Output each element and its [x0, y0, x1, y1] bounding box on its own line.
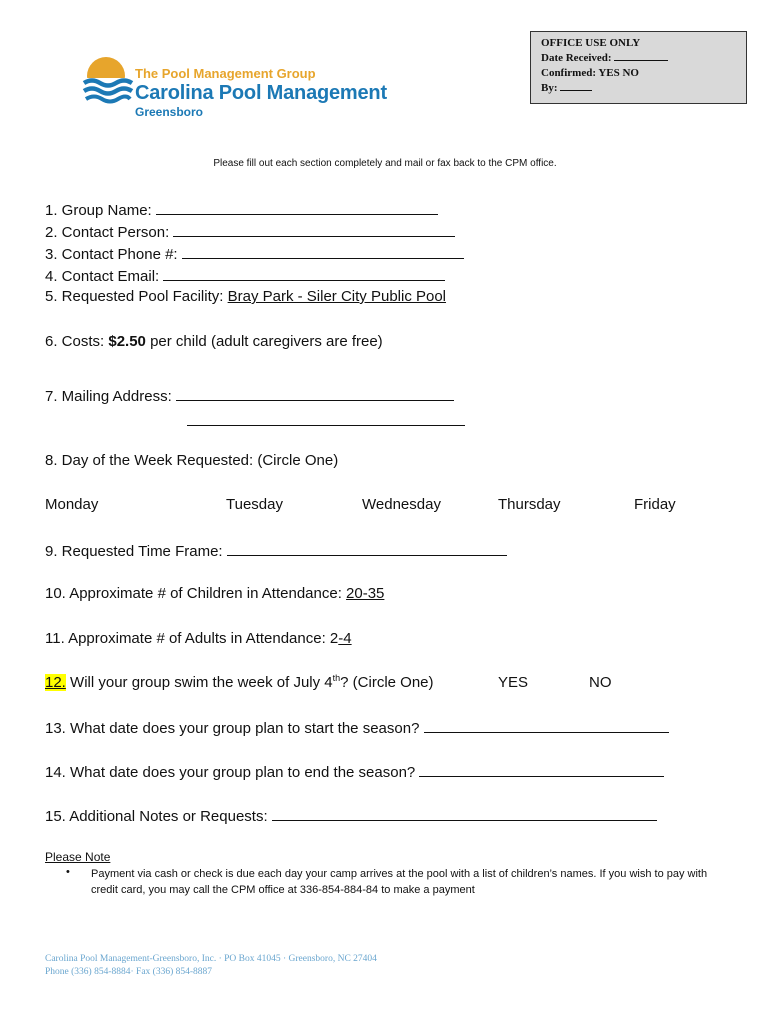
pool-logo-icon [82, 56, 134, 120]
question-contact-phone: 3. Contact Phone #: [45, 244, 464, 264]
note-bullet: • [66, 866, 70, 878]
question-contact-email: 4. Contact Email: [45, 266, 445, 286]
season-start-field[interactable] [424, 718, 669, 733]
logo-location: Greensboro [135, 105, 204, 119]
logo-company-name: Carolina Pool Management [135, 82, 387, 104]
group-name-field[interactable] [156, 200, 438, 215]
logo-group-name: The Pool Management Group [135, 66, 316, 81]
company-logo [82, 56, 387, 120]
office-use-box [530, 31, 747, 104]
question-children-attendance: 10. Approximate # of Children in Attendance: 20-35 [45, 585, 385, 602]
question-pool-facility: 5. Requested Pool Facility: Bray Park - Siler City Public Pool [45, 288, 447, 305]
day-thursday[interactable]: Thursday [498, 496, 561, 513]
adults-attendance-value: -4 [338, 630, 352, 647]
mailing-address-field-2[interactable] [187, 411, 465, 426]
cost-amount: $2.50 [108, 333, 146, 350]
day-friday[interactable]: Friday [634, 496, 676, 513]
day-monday[interactable]: Monday [45, 496, 99, 513]
pool-facility-value: Bray Park - Siler City Public Pool [227, 288, 447, 305]
contact-phone-field[interactable] [182, 244, 464, 259]
question-season-end: 14. What date does your group plan to end the season? [45, 762, 664, 782]
office-date-received: Date Received: [541, 51, 746, 66]
question-july-4th: 12. Will your group swim the week of July 4th? (Circle One) [45, 673, 434, 691]
season-end-field[interactable] [419, 762, 664, 777]
additional-notes-field[interactable] [272, 806, 657, 821]
question-costs: 6. Costs: $2.50 per child (adult caregivers are free) [45, 333, 383, 350]
question-group-name: 1. Group Name: [45, 200, 438, 220]
july-4th-yes[interactable]: YES [498, 674, 529, 691]
day-tuesday[interactable]: Tuesday [226, 496, 283, 513]
mailing-address-field-1[interactable] [176, 386, 454, 401]
contact-person-field[interactable] [173, 222, 455, 237]
question-time-frame: 9. Requested Time Frame: [45, 541, 507, 561]
office-title: OFFICE USE ONLY [541, 37, 641, 49]
question-mailing-address: 7. Mailing Address: [45, 386, 454, 406]
question-season-start: 13. What date does your group plan to start the season? [45, 718, 669, 738]
question-day-of-week: 8. Day of the Week Requested: (Circle One) [45, 452, 339, 469]
footer-phone: Phone (336) 854-8884· Fax (336) 854-8887 [45, 967, 213, 977]
office-by: By: [541, 81, 746, 96]
date-received-blank[interactable] [614, 60, 668, 61]
question-contact-person: 2. Contact Person: [45, 222, 455, 242]
instructions: Please fill out each section completely and mail or fax back to the CPM office. [213, 158, 557, 169]
contact-email-field[interactable] [163, 266, 445, 281]
office-confirmed: Confirmed: YES NO [541, 67, 639, 79]
note-title: Please Note [45, 850, 111, 864]
footer-address: Carolina Pool Management-Greensboro, Inc. · PO Box 41045 · Greensboro, NC 27404 [45, 954, 377, 964]
children-attendance-value: 20-35 [346, 585, 385, 602]
question-additional-notes: 15. Additional Notes or Requests: [45, 806, 657, 826]
question-12-number: 12. [45, 674, 66, 691]
time-frame-field[interactable] [227, 541, 507, 556]
by-blank[interactable] [560, 90, 592, 91]
july-4th-no[interactable]: NO [589, 674, 612, 691]
question-adults-attendance: 11. Approximate # of Adults in Attendance: 2-4 [45, 630, 352, 647]
day-wednesday[interactable]: Wednesday [362, 496, 441, 513]
note-payment-text: Payment via cash or check is due each day your camp arrives at the pool with a list of children’s names. If you wish to pay with credit card, you may call the CPM office at 336-854-884-84 to make a payment [91, 868, 708, 896]
